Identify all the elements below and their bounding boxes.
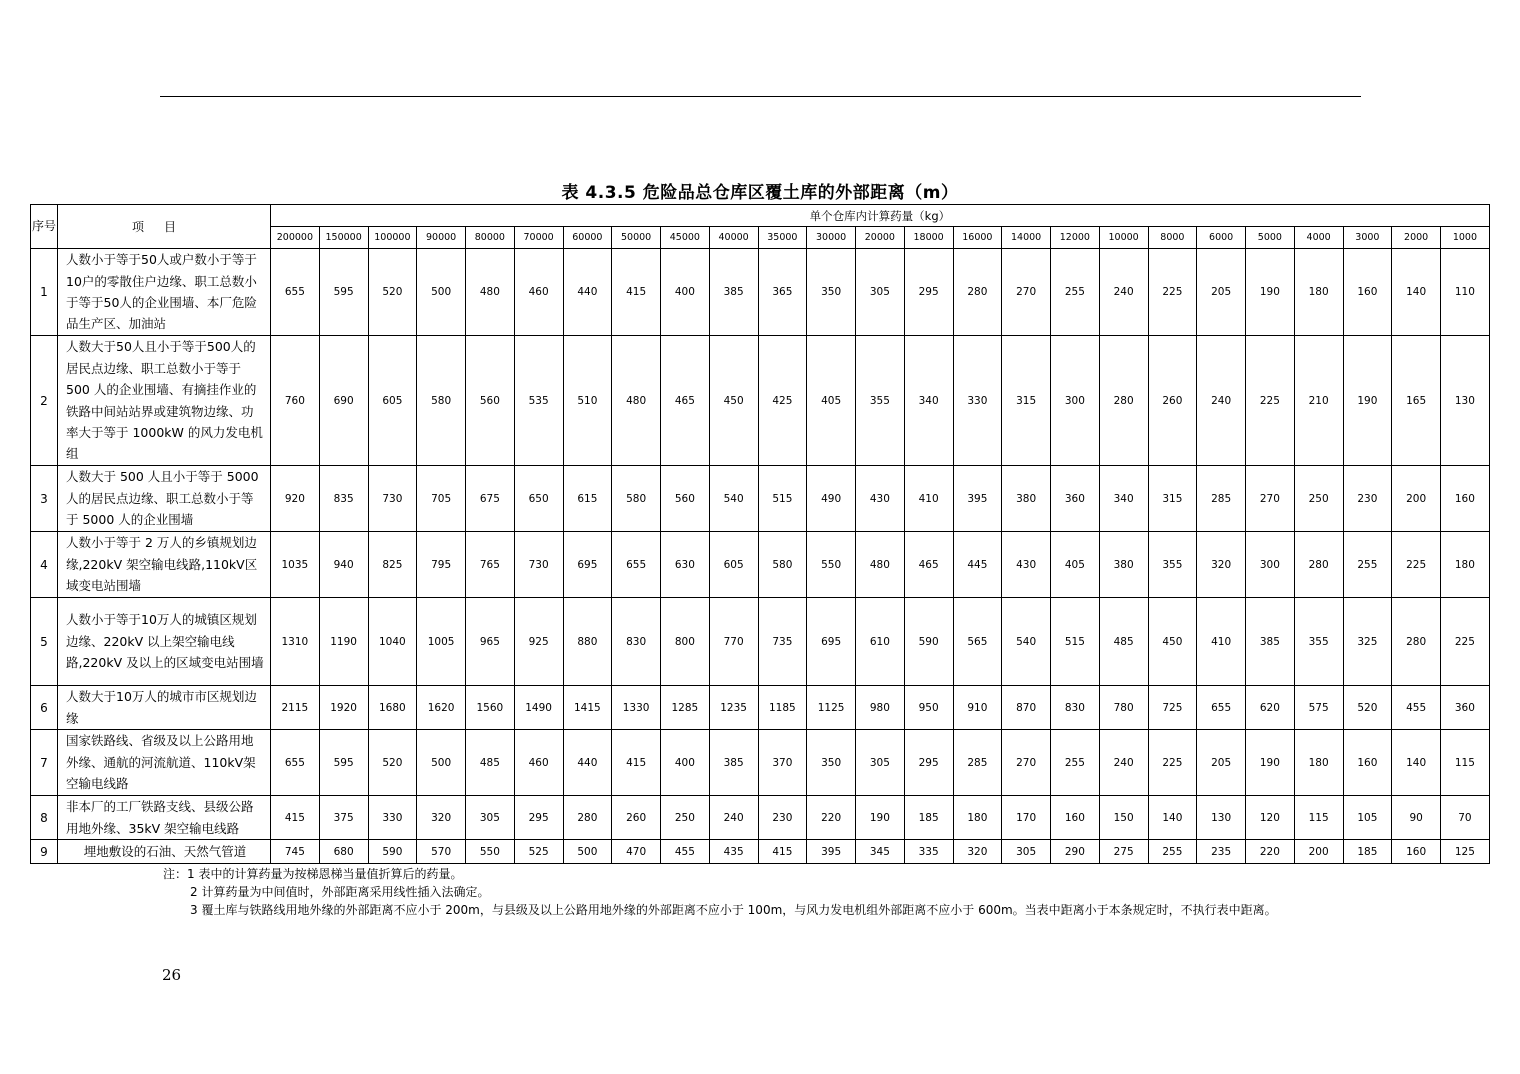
table-cell: 415 [612,730,661,796]
table-cell: 460 [514,249,563,336]
table-cell: 320 [953,840,1002,864]
table-cell: 190 [1343,336,1392,466]
column-header: 100000 [368,227,417,249]
table-cell: 770 [709,598,758,686]
table-cell: 395 [953,466,1002,532]
column-header: 10000 [1099,227,1148,249]
table-cell: 370 [758,730,807,796]
table-cell: 320 [1197,532,1246,598]
table-cell: 1285 [661,686,710,730]
table-cell: 300 [1051,336,1100,466]
column-header: 2000 [1392,227,1441,249]
row-item: 人数小于等于10万人的城镇区规划边缘、220kV 以上架空输电线路,220kV 及以上的区域变电站围墙 [58,598,271,686]
table-cell: 130 [1197,796,1246,840]
table-cell: 160 [1343,249,1392,336]
table-cell: 250 [1294,466,1343,532]
table-cell: 295 [904,249,953,336]
table-cell: 690 [319,336,368,466]
column-header: 20000 [856,227,905,249]
table-cell: 795 [417,532,466,598]
table-cell: 465 [661,336,710,466]
table-cell: 760 [271,336,320,466]
column-header: 4000 [1294,227,1343,249]
table-cell: 115 [1294,796,1343,840]
table-cell: 2115 [271,686,320,730]
table-cell: 385 [709,249,758,336]
table-cell: 485 [1099,598,1148,686]
table-cell: 520 [368,249,417,336]
table-cell: 200 [1294,840,1343,864]
table-cell: 1330 [612,686,661,730]
table-cell: 725 [1148,686,1197,730]
table-cell: 550 [807,532,856,598]
table-cell: 225 [1392,532,1441,598]
table-cell: 1415 [563,686,612,730]
table-cell: 280 [1099,336,1148,466]
table-cell: 580 [758,532,807,598]
table-cell: 1620 [417,686,466,730]
table-cell: 270 [1246,466,1295,532]
table-cell: 190 [1246,249,1295,336]
table-cell: 225 [1441,598,1490,686]
table-cell: 405 [807,336,856,466]
table-cell: 125 [1441,840,1490,864]
table-cell: 140 [1148,796,1197,840]
table-cell: 190 [1246,730,1295,796]
table-cell: 525 [514,840,563,864]
column-header: 1000 [1441,227,1490,249]
table-cell: 280 [953,249,1002,336]
column-header: 5000 [1246,227,1295,249]
column-header: 14000 [1002,227,1051,249]
column-header: 8000 [1148,227,1197,249]
table-cell: 300 [1246,532,1295,598]
table-row [31,466,1490,532]
table-cell: 415 [271,796,320,840]
table-cell: 520 [1343,686,1392,730]
table-cell: 380 [1099,532,1148,598]
table-cell: 220 [1246,840,1295,864]
table-cell: 220 [807,796,856,840]
row-item: 人数小于等于 2 万人的乡镇规划边缘,220kV 架空输电线路,110kV区域变电站围墙 [58,532,271,598]
table-cell: 550 [466,840,515,864]
table-cell: 655 [612,532,661,598]
table-cell: 590 [368,840,417,864]
table-cell: 250 [661,796,710,840]
table-cell: 295 [904,730,953,796]
row-seq: 3 [31,466,58,532]
table-cell: 335 [904,840,953,864]
column-header: 30000 [807,227,856,249]
table-cell: 965 [466,598,515,686]
table-cell: 240 [709,796,758,840]
table-cell: 180 [1294,730,1343,796]
table-cell: 400 [661,249,710,336]
table-cell: 355 [1294,598,1343,686]
table-cell: 480 [612,336,661,466]
table-cell: 415 [612,249,661,336]
table-cell: 440 [563,730,612,796]
table-cell: 160 [1343,730,1392,796]
table-cell: 410 [1197,598,1246,686]
table-cell: 605 [368,336,417,466]
header-rule [160,96,1361,97]
table-cell: 500 [563,840,612,864]
table-cell: 440 [563,249,612,336]
row-item: 非本厂的工厂铁路支线、县级公路用地外缘、35kV 架空输电线路 [58,796,271,840]
row-item: 国家铁路线、省级及以上公路用地外缘、通航的河流航道、110kV架空输电线路 [58,730,271,796]
table-cell: 485 [466,730,515,796]
table-cell: 185 [904,796,953,840]
table-row [31,336,1490,466]
table-title: 表 4.3.5 危险品总仓库区覆土库的外部距离（m） [561,183,959,203]
table-cell: 295 [514,796,563,840]
table-cell: 340 [904,336,953,466]
table-cell: 360 [1441,686,1490,730]
table-cell: 200 [1392,466,1441,532]
table-cell: 360 [1051,466,1100,532]
table-cell: 780 [1099,686,1148,730]
row-seq: 6 [31,686,58,730]
table-row [31,840,1490,864]
table-cell: 830 [612,598,661,686]
table-row [31,686,1490,730]
table-cell: 285 [1197,466,1246,532]
table-cell: 180 [1294,249,1343,336]
table-cell: 130 [1441,336,1490,466]
table-cell: 460 [514,730,563,796]
table-cell: 1185 [758,686,807,730]
table-cell: 290 [1051,840,1100,864]
table-cell: 580 [612,466,661,532]
row-item: 人数小于等于50人或户数小于等于10户的零散住户边缘、职工总数小于等于50人的企业围墙、本厂危险品生产区、加油站 [58,249,271,336]
table-cell: 920 [271,466,320,532]
table-cell: 275 [1099,840,1148,864]
table-cell: 515 [1051,598,1100,686]
table-cell: 830 [1051,686,1100,730]
table-cell: 655 [271,249,320,336]
row-seq: 4 [31,532,58,598]
table-cell: 480 [466,249,515,336]
table-cell: 560 [661,466,710,532]
table-cell: 535 [514,336,563,466]
table-cell: 925 [514,598,563,686]
table-cell: 395 [807,840,856,864]
row-item: 埋地敷设的石油、天然气管道 [58,840,271,864]
table-cell: 110 [1441,249,1490,336]
table-cell: 115 [1441,730,1490,796]
column-header: 70000 [514,227,563,249]
table-cell: 765 [466,532,515,598]
note-1: 注：1 表中的计算药量为按梯恩梯当量值折算后的药量。 [163,867,463,881]
table-cell: 1035 [271,532,320,598]
table-cell: 735 [758,598,807,686]
table-cell: 240 [1099,730,1148,796]
table-cell: 870 [1002,686,1051,730]
table-cell: 880 [563,598,612,686]
quantity-group-header: 单个仓库内计算药量（kg） [271,205,1490,227]
table-cell: 655 [1197,686,1246,730]
table-cell: 355 [1148,532,1197,598]
table-cell: 575 [1294,686,1343,730]
table-cell: 160 [1392,840,1441,864]
table-cell: 610 [856,598,905,686]
table-cell: 235 [1197,840,1246,864]
table-cell: 1005 [417,598,466,686]
table-cell: 510 [563,336,612,466]
table-cell: 675 [466,466,515,532]
table-cell: 595 [319,730,368,796]
column-header: 40000 [709,227,758,249]
table-cell: 285 [953,730,1002,796]
table-cell: 210 [1294,336,1343,466]
table-cell: 365 [758,249,807,336]
table-cell: 450 [709,336,758,466]
table-cell: 225 [1246,336,1295,466]
table-row [31,532,1490,598]
table-cell: 515 [758,466,807,532]
column-header: 3000 [1343,227,1392,249]
table-cell: 180 [953,796,1002,840]
table-cell: 160 [1441,466,1490,532]
table-cell: 1560 [466,686,515,730]
table-cell: 730 [368,466,417,532]
table-cell: 825 [368,532,417,598]
table-cell: 430 [1002,532,1051,598]
table-cell: 180 [1441,532,1490,598]
table-cell: 470 [612,840,661,864]
column-header: 50000 [612,227,661,249]
row-item: 人数大于50人且小于等于500人的居民点边缘、职工总数小于等于 500 人的企业围墙、有摘挂作业的铁路中间站站界或建筑物边缘、功率大于等于 1000kW 的风力发电机组 [58,336,271,466]
table-cell: 615 [563,466,612,532]
table-cell: 435 [709,840,758,864]
table-cell: 980 [856,686,905,730]
table-cell: 400 [661,730,710,796]
table-cell: 450 [1148,598,1197,686]
table-cell: 560 [466,336,515,466]
table-cell: 705 [417,466,466,532]
table-cell: 480 [856,532,905,598]
column-header: 18000 [904,227,953,249]
table-cell: 165 [1392,336,1441,466]
table-cell: 1190 [319,598,368,686]
table-cell: 140 [1392,730,1441,796]
table-cell: 230 [758,796,807,840]
table-cell: 385 [1246,598,1295,686]
column-header: 90000 [417,227,466,249]
table-cell: 260 [1148,336,1197,466]
table-cell: 500 [417,730,466,796]
column-header: 150000 [319,227,368,249]
table-cell: 320 [417,796,466,840]
table-cell: 315 [1148,466,1197,532]
table-row [31,730,1490,796]
table-notes [163,866,1368,919]
table-cell: 800 [661,598,710,686]
header-row-group [31,205,1490,227]
column-header: 80000 [466,227,515,249]
distance-table [30,204,1490,864]
column-header: 60000 [563,227,612,249]
table-cell: 375 [319,796,368,840]
table-cell: 405 [1051,532,1100,598]
table-cell: 90 [1392,796,1441,840]
table-cell: 70 [1441,796,1490,840]
table-cell: 350 [807,730,856,796]
table-cell: 330 [368,796,417,840]
table-cell: 415 [758,840,807,864]
row-item: 人数大于 500 人且小于等于 5000 人的居民点边缘、职工总数小于等于 5000 人的企业围墙 [58,466,271,532]
table-cell: 185 [1343,840,1392,864]
table-cell: 305 [856,730,905,796]
table-cell: 350 [807,249,856,336]
table-cell: 835 [319,466,368,532]
table-cell: 695 [807,598,856,686]
table-cell: 255 [1343,532,1392,598]
table-cell: 280 [563,796,612,840]
row-seq: 8 [31,796,58,840]
table-cell: 230 [1343,466,1392,532]
table-cell: 1680 [368,686,417,730]
table-cell: 630 [661,532,710,598]
table-cell: 940 [319,532,368,598]
table-cell: 340 [1099,466,1148,532]
table-cell: 540 [1002,598,1051,686]
table-cell: 270 [1002,249,1051,336]
table-cell: 330 [953,336,1002,466]
table-cell: 260 [612,796,661,840]
row-seq: 7 [31,730,58,796]
table-cell: 355 [856,336,905,466]
table-cell: 410 [904,466,953,532]
table-cell: 380 [1002,466,1051,532]
table-cell: 445 [953,532,1002,598]
table-cell: 590 [904,598,953,686]
table-cell: 150 [1099,796,1148,840]
table-cell: 280 [1294,532,1343,598]
table-cell: 305 [466,796,515,840]
table-cell: 1235 [709,686,758,730]
table-cell: 570 [417,840,466,864]
table-cell: 1490 [514,686,563,730]
column-header: 200000 [271,227,320,249]
table-cell: 465 [904,532,953,598]
table-cell: 1125 [807,686,856,730]
table-cell: 255 [1051,730,1100,796]
table-cell: 455 [661,840,710,864]
table-cell: 1310 [271,598,320,686]
column-header: 12000 [1051,227,1100,249]
item-header: 项目 [58,205,271,249]
table-cell: 105 [1343,796,1392,840]
table-cell: 255 [1051,249,1100,336]
row-seq: 5 [31,598,58,686]
table-cell: 280 [1392,598,1441,686]
column-header: 45000 [661,227,710,249]
table-cell: 620 [1246,686,1295,730]
table-cell: 595 [319,249,368,336]
table-cell: 910 [953,686,1002,730]
table-cell: 255 [1148,840,1197,864]
table-cell: 315 [1002,336,1051,466]
table-cell: 455 [1392,686,1441,730]
table-cell: 580 [417,336,466,466]
table-cell: 695 [563,532,612,598]
table-cell: 240 [1197,336,1246,466]
table-cell: 225 [1148,249,1197,336]
table-row [31,598,1490,686]
table-cell: 205 [1197,249,1246,336]
table-cell: 160 [1051,796,1100,840]
table-cell: 225 [1148,730,1197,796]
table-cell: 490 [807,466,856,532]
table-cell: 305 [1002,840,1051,864]
table-cell: 170 [1002,796,1051,840]
table-cell: 120 [1246,796,1295,840]
table-cell: 520 [368,730,417,796]
table-cell: 1920 [319,686,368,730]
table-cell: 565 [953,598,1002,686]
table-cell: 270 [1002,730,1051,796]
column-header: 35000 [758,227,807,249]
table-cell: 240 [1099,249,1148,336]
row-seq: 9 [31,840,58,864]
note-3: 3 覆土库与铁路线用地外缘的外部距离不应小于 200m，与县级及以上公路用地外缘的外部距离不应小于 100m，与风力发电机组外部距离不应小于 600m。当表中距离小于本条规定时，不执行表中距离。 [190,902,1277,917]
table-cell: 730 [514,532,563,598]
table-cell: 385 [709,730,758,796]
seq-header: 序号 [31,205,58,249]
table-cell: 345 [856,840,905,864]
table-cell: 500 [417,249,466,336]
table-row [31,249,1490,336]
page-number: 26 [162,966,182,984]
table-cell: 305 [856,249,905,336]
column-header: 16000 [953,227,1002,249]
table-cell: 745 [271,840,320,864]
row-seq: 2 [31,336,58,466]
table-row [31,796,1490,840]
table-cell: 190 [856,796,905,840]
row-item: 人数大于10万人的城市市区规划边缘 [58,686,271,730]
table-cell: 650 [514,466,563,532]
table-cell: 205 [1197,730,1246,796]
table-cell: 1040 [368,598,417,686]
note-2: 2 计算药量为中间值时，外部距离采用线性插入法确定。 [190,884,490,899]
table-cell: 430 [856,466,905,532]
table-cell: 140 [1392,249,1441,336]
table-cell: 605 [709,532,758,598]
table-cell: 425 [758,336,807,466]
table-cell: 655 [271,730,320,796]
column-header: 6000 [1197,227,1246,249]
table-cell: 950 [904,686,953,730]
row-seq: 1 [31,249,58,336]
table-cell: 540 [709,466,758,532]
table-cell: 325 [1343,598,1392,686]
table-cell: 680 [319,840,368,864]
